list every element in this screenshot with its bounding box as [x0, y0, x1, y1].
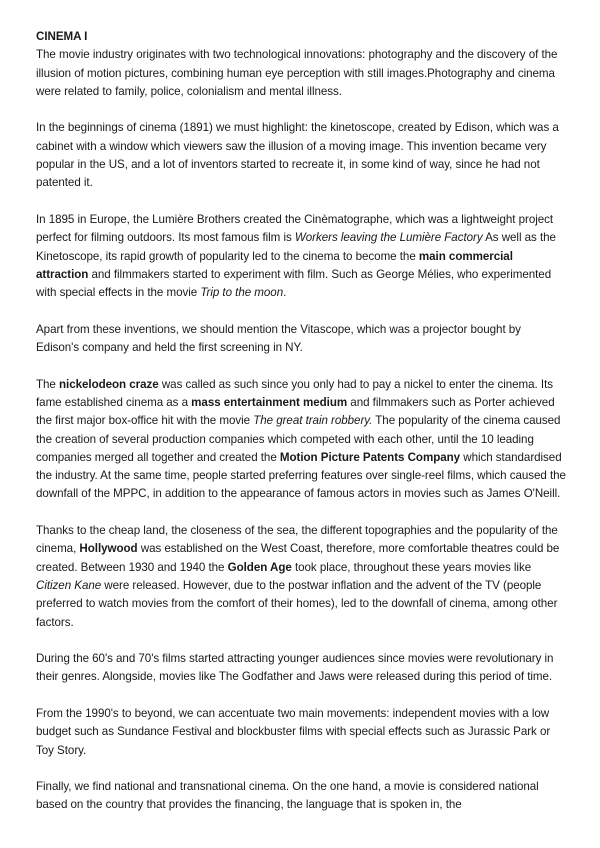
- bold-term: Hollywood: [79, 542, 138, 556]
- text-run: was called as such since you only had to pay a nickel to enter the cinema. Its fame established cinema as a: [36, 377, 553, 409]
- text-run: and filmmakers such as Porter achieved the first major box-office hit with the movie: [36, 395, 555, 428]
- paragraph-text: From the 1990's to beyond, we can accentuate two main movements: independent movies with a low budget such as Sundance Festival and blockbuster films with special effects such as Jurassic Park or Toy Story.: [36, 706, 551, 757]
- paragraph-vitascope: [36, 321, 566, 358]
- text-run: and filmmakers started to experiment with film. Such as George Mélies, who experimented with special effects in the movie: [36, 267, 552, 300]
- bold-term: mass entertainment medium: [191, 395, 348, 409]
- text-run: were released. However, due to the postwar inflation and the advent of the TV (people preferred to watch movies from the comfort of their homes), led to the downfall of cinema, among other factors.: [36, 578, 558, 629]
- paragraph-text: In the beginnings of cinema (1891) we must highlight: the kinetoscope, created by Edison, which was a cabinet with a window which viewers saw the illusion of a moving image. This invention became very popular in the US, and a lot of inventors started to recreate it, in some kind of way, since he had not patented it.: [36, 121, 559, 190]
- text-run: In 1895 in Europe, the Lumière Brothers created the Cinèmatographe, which was a lightweight project perfect for filming outdoors. Its most famous film is: [36, 212, 554, 245]
- paragraph-1990s: [36, 705, 566, 760]
- paragraph-intro: [36, 46, 566, 101]
- bold-term: Motion Picture Patents Company: [279, 450, 461, 464]
- film-title: Workers leaving the Lumière Factory: [294, 231, 483, 245]
- paragraph-lumiere: [36, 211, 566, 302]
- document-title: CINEMA I: [36, 30, 88, 43]
- film-title: Citizen Kane: [36, 578, 102, 592]
- paragraph-nickelodeon: [36, 376, 566, 504]
- paragraph-kinetoscope: [36, 119, 566, 192]
- text-run: As well as the Kinetoscope, its rapid growth of popularity led to the cinema to become the: [36, 231, 556, 263]
- bold-term: nickelodeon craze: [59, 377, 159, 391]
- paragraph-text: Finally, we find national and transnational cinema. On the one hand, a movie is considered national based on the country that provides the financing, the language that is spoken in, the: [36, 780, 539, 812]
- paragraph-text: The movie industry originates with two technological innovations: photography and the discovery of the illusion of motion pictures, combining human eye perception with still images.Photography and cinema were related to family, police, colonialism and mental illness.: [36, 48, 558, 98]
- text-run: was established on the West Coast, therefore, more comfortable theatres could be created. Between 1930 and 1940 the: [36, 542, 560, 574]
- paragraph-text: During the 60's and 70's films started attracting younger audiences since movies were revolutionary in their genres. Alongside, movies like The Godfather and Jaws were released during this period of time.: [36, 652, 554, 684]
- text-run: took place, throughout these years movies like: [291, 560, 532, 574]
- bold-term: main commercial attraction: [36, 249, 513, 281]
- text-run: .: [283, 286, 287, 300]
- film-title: Trip to the moon: [200, 286, 284, 300]
- text-run: The popularity of the cinema caused the creation of several production companies which competed with each other, until the 10 leading companies merged all together and created the: [36, 414, 561, 464]
- paragraph-hollywood: [36, 522, 566, 632]
- bold-term: Golden Age: [227, 560, 292, 574]
- film-title: The great train robbery.: [253, 414, 373, 428]
- paragraph-60s-70s: [36, 650, 566, 687]
- text-run: The: [36, 377, 59, 391]
- document-page: [36, 28, 566, 833]
- paragraph-national-cinema: [36, 778, 566, 815]
- text-run: which standardised the industry. At the same time, people started preferring features over single-reel films, which caused the downfall of the MPPC, in addition to the appearance of famous actors in movies such as James O'Neill.: [36, 450, 566, 501]
- paragraph-text: Apart from these inventions, we should mention the Vitascope, which was a projector bought by Edison's company and held the first screening in NY.: [36, 322, 521, 355]
- text-run: Thanks to the cheap land, the closeness of the sea, the different topographies and the popularity of the cinema,: [36, 524, 558, 556]
